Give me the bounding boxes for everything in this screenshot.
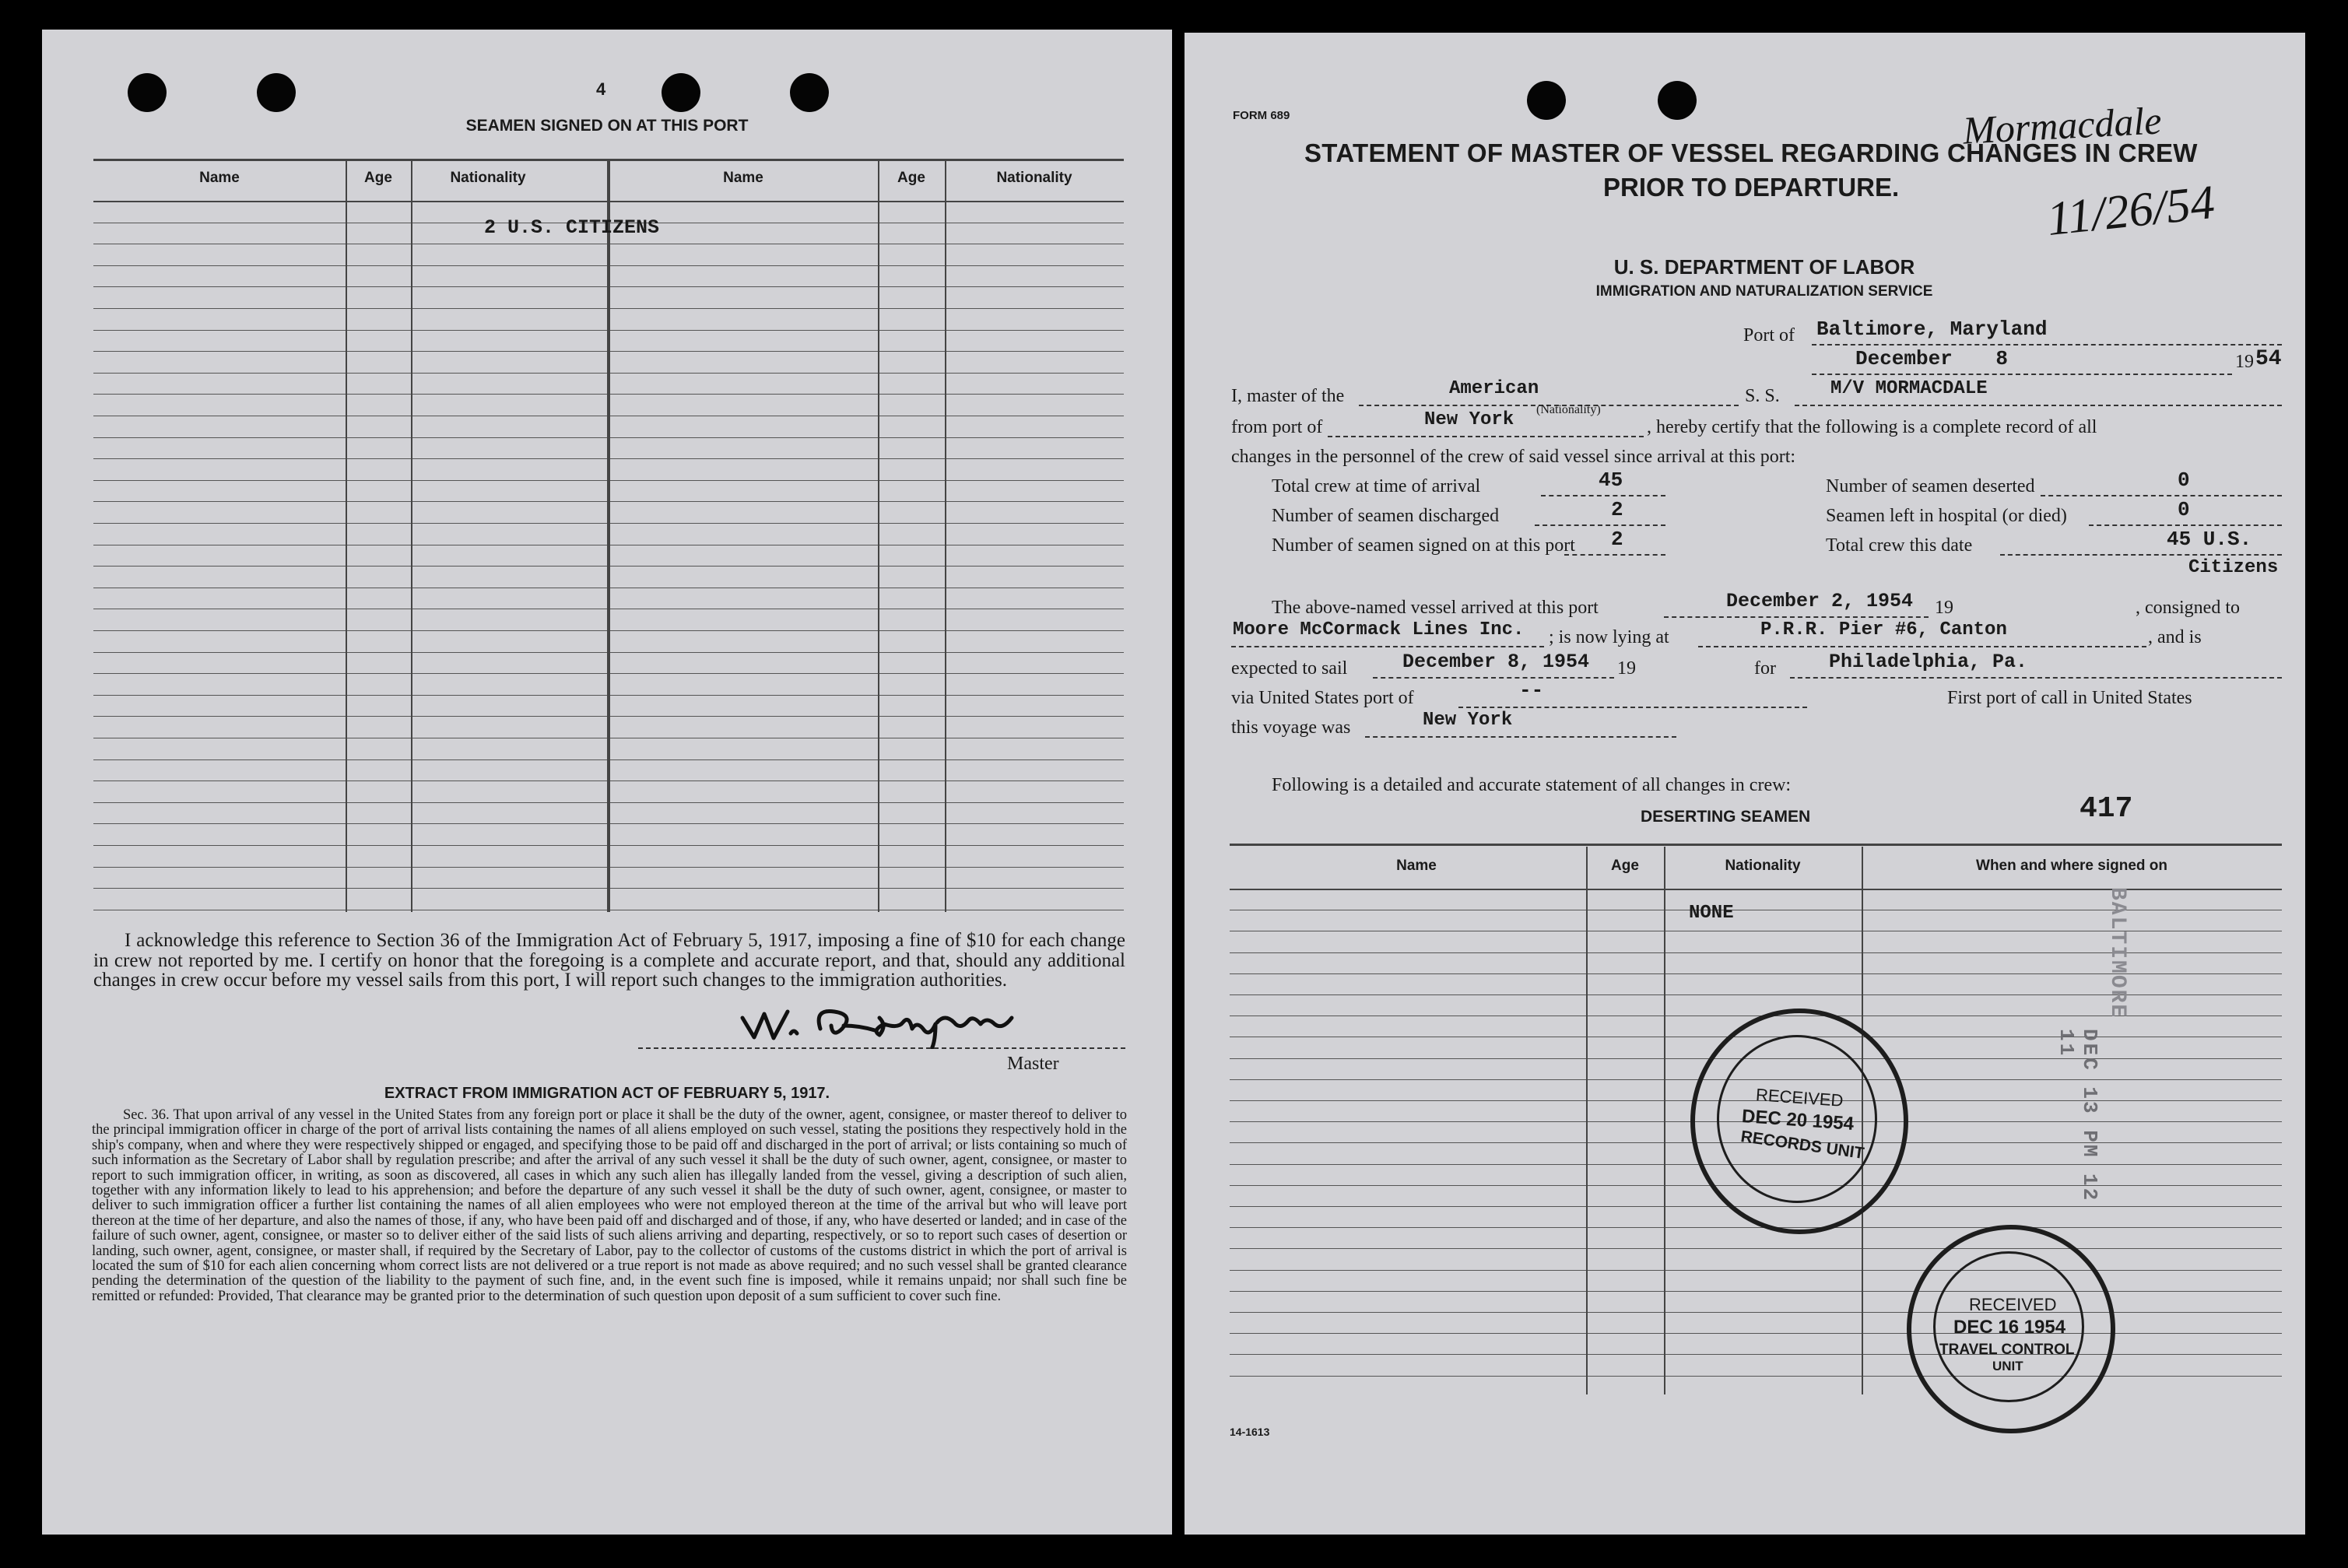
destination-value: Philadelphia, Pa. xyxy=(1829,651,2028,673)
signed-on-entry: 2 U.S. CITIZENS xyxy=(484,216,660,239)
changes-text: changes in the personnel of the crew of said vessel since arrival at this port: xyxy=(1231,447,1796,467)
signed-on-label: Number of seamen signed on at this port xyxy=(1272,535,1575,556)
consignee-line xyxy=(1231,646,1544,647)
lying-value: P.R.R. Pier #6, Canton xyxy=(1760,619,2007,640)
stamp-received: RECEIVED xyxy=(1755,1085,1844,1110)
total-crew-arrival-label: Total crew at time of arrival xyxy=(1272,476,1481,496)
table-column-rule xyxy=(945,159,946,912)
table-row-rule xyxy=(1230,1376,2282,1377)
table-row-rule xyxy=(1230,1227,2282,1228)
arrived-value: December 2, 1954 xyxy=(1726,590,1914,612)
via-label: via United States port of xyxy=(1231,688,1414,708)
deserted-label: Number of seamen deserted xyxy=(1826,476,2035,496)
stamp-unit: TRAVEL CONTROL xyxy=(1939,1342,2075,1358)
table-row-rule xyxy=(1230,1248,2282,1249)
table-column-rule xyxy=(1664,847,1665,1394)
discharged-label: Number of seamen discharged xyxy=(1272,506,1500,526)
arrived-year-prefix: 19 xyxy=(1935,598,1953,618)
port-label: Port of xyxy=(1743,325,1795,346)
from-port-label: from port of xyxy=(1231,417,1323,437)
vessel-line xyxy=(1795,405,2282,406)
arrived-line xyxy=(1664,616,1929,618)
left-page-title: SEAMEN SIGNED ON AT THIS PORT xyxy=(465,117,749,135)
extract-text: Sec. 36. That upon arrival of any vessel in the United States from any foreign port or place it shall be the duty of the owner, agent, consignee, or master thereof to deliver to the principal immigration officer in charge of the port of arrival lists containing the names of all aliens employed on such vessel, stating the positions they respectively hold in the ship's company, when and where they were respectively shipped or engaged, and specifying those to be paid off and discharged in the port of arrival; or lists containing so much of such information as the Secretary of Labor shall by regulation prescribe; and after the arrival of any such vessel it shall be the duty of such owner, agent, consignee, or master to report to such immigration officer, in writing, as soon as discovered, all cases in which any such alien has illegally landed from the vessel, giving a description of such alien, together with any information likely to lead to his apprehension; and before the departure of any such vessel it shall be the duty of such owner, agent, consignee, or master to deliver to such immigration officer a further list containing the names of all alien employees who were not employed thereon at the time of the arrival but who will leave port thereon at the time of her departure, and also the names of those, if any, who have been paid off and discharged and of those, if any, who have deserted or landed; and in case of the failure of such owner, agent, consignee, or master so to deliver either of the said lists of such aliens arriving and departing, respectively, or so to report such cases of desertion or landing, such owner, agent, consignee, or master shall, if required by the Secretary of Labor, pay to the collector of customs of the customs district in which the port of arrival is located the sum of $10 for each alien concerning whom correct lists are not delivered or a true report is not made as above required; and no such vessel shall be granted clearance pending the determination of the question of the liability to the payment of such fine, and, in the event such fine is imposed, while it remains unpaid; nor shall such fine be remitted or refunded: Provided, That clearance may be granted prior to the determination of such question upon deposit of a sum sufficient to cover such fine. xyxy=(92,1107,1127,1304)
expected-label: expected to sail xyxy=(1231,658,1348,679)
stamp-unit: RECORDS UNIT xyxy=(1739,1127,1865,1163)
lying-label: ; is now lying at xyxy=(1549,627,1669,647)
total-crew-date-label: Total crew this date xyxy=(1826,535,1973,556)
from-port-value: New York xyxy=(1424,409,1514,430)
following-text: Following is a detailed and accurate statement of all changes in crew: xyxy=(1272,775,1792,795)
deserting-col-when-where: When and where signed on xyxy=(1976,858,2167,874)
records-unit-stamp xyxy=(1690,1009,1908,1234)
sheet-number: 417 xyxy=(2080,792,2133,826)
table-column-rule xyxy=(346,159,347,912)
table-column-rule xyxy=(411,159,412,912)
extract-title: EXTRACT FROM IMMIGRATION ACT OF FEBRUARY 5, 1917. xyxy=(384,1085,830,1102)
total-crew-date-value: 45 U.S. xyxy=(2167,528,2252,551)
stamp-unit-2: UNIT xyxy=(1992,1359,2023,1373)
table-row-rule xyxy=(1230,1270,2282,1271)
punch-hole xyxy=(790,73,829,112)
master-label: Master xyxy=(1007,1054,1059,1074)
form-title-line1: STATEMENT OF MASTER OF VESSEL REGARDING CHANGES IN CREW xyxy=(1304,139,2198,167)
travel-control-stamp xyxy=(1907,1225,2115,1433)
year-value: 54 xyxy=(2255,347,2282,371)
punch-hole xyxy=(1658,81,1697,120)
master-signature xyxy=(727,994,1077,1049)
hospital-label: Seamen left in hospital (or died) xyxy=(1826,506,2067,526)
punch-hole xyxy=(1527,81,1566,120)
vessel-value: M/V MORMACDALE xyxy=(1830,378,1988,399)
signature-line xyxy=(638,1047,1125,1049)
year-prefix: 19 xyxy=(2235,352,2254,372)
deserted-line xyxy=(2041,495,2282,496)
deserting-col-age: Age xyxy=(1611,858,1639,874)
voyage-label: this voyage was xyxy=(1231,717,1351,738)
from-port-line xyxy=(1328,436,1644,437)
lying-line xyxy=(1698,646,2146,647)
page-number: 4 xyxy=(596,79,606,99)
edge-date-stamp: DEC 13 PM 12 11 xyxy=(2055,1029,2101,1203)
col-header-nationality-2: Nationality xyxy=(996,170,1072,186)
handwritten-vessel-name: Mormacdale xyxy=(1961,98,2163,153)
right-page xyxy=(1185,33,2305,1535)
table-row-rule xyxy=(1230,1312,2282,1313)
nationality-value: American xyxy=(1449,378,1539,399)
deserting-title: DESERTING SEAMEN xyxy=(1641,808,1811,826)
total-crew-arrival-line xyxy=(1541,495,1665,496)
table-row-rule xyxy=(1230,1291,2282,1292)
deserting-col-nationality: Nationality xyxy=(1725,858,1801,874)
via-line xyxy=(1458,707,1807,708)
total-crew-date-line xyxy=(2000,554,2282,556)
port-value: Baltimore, Maryland xyxy=(1816,317,2048,341)
consignee-value: Moore McCormack Lines Inc. xyxy=(1233,619,1525,640)
total-crew-arrival-value: 45 xyxy=(1599,468,1623,492)
table-column-rule xyxy=(609,159,610,912)
destination-line xyxy=(1790,677,2282,679)
footer-code: 14-1613 xyxy=(1230,1426,1270,1438)
department: U. S. DEPARTMENT OF LABOR xyxy=(1613,255,1915,279)
master-of-the-label: I, master of the xyxy=(1231,386,1345,406)
form-number: FORM 689 xyxy=(1233,109,1290,122)
table-column-rule xyxy=(878,159,879,912)
col-header-nationality: Nationality xyxy=(450,170,526,186)
col-header-name-2: Name xyxy=(723,170,763,186)
form-title-line2: PRIOR TO DEPARTURE. xyxy=(1603,173,1900,202)
for-label: for xyxy=(1754,658,1776,679)
arrived-label: The above-named vessel arrived at this port xyxy=(1272,598,1599,618)
total-crew-date-value-2: Citizens xyxy=(2188,557,2279,578)
hospital-line xyxy=(2089,524,2282,526)
col-header-age-2: Age xyxy=(897,170,925,186)
deserting-col-name: Name xyxy=(1396,858,1437,874)
nationality-caption: (Nationality) xyxy=(1536,403,1601,416)
acknowledgement-text: I acknowledge this reference to Section 36 of the Immigration Act of February 5, 1917, imposing a fine of $10 for each change in crew not reported by me. I certify on honor that the foregoing is a complete and accurate report, and that, should any additional changes in crew occur before my vessel sails from this port, I will report such changes to the immigration authorities. xyxy=(93,930,1125,991)
col-header-name: Name xyxy=(199,170,240,186)
deserted-value: 0 xyxy=(2178,468,2190,492)
sail-value: December 8, 1954 xyxy=(1402,651,1590,673)
voyage-value: New York xyxy=(1423,710,1513,731)
certify-text: , hereby certify that the following is a complete record of all xyxy=(1647,417,2097,437)
signed-on-value: 2 xyxy=(1611,528,1623,551)
stamp-received: RECEIVED xyxy=(1969,1295,2057,1314)
punch-hole xyxy=(128,73,167,112)
discharged-line xyxy=(1535,524,1665,526)
col-header-age: Age xyxy=(364,170,392,186)
handwritten-date: 11/26/54 xyxy=(2044,175,2217,247)
date-value: December 8 xyxy=(1855,347,2009,370)
deserting-entry: NONE xyxy=(1689,903,1734,924)
ss-label: S. S. xyxy=(1745,386,1780,406)
first-port-label: First port of call in United States xyxy=(1947,688,2192,708)
table-column-rule xyxy=(1586,847,1588,1394)
and-is-label: , and is xyxy=(2148,627,2202,647)
sail-line xyxy=(1373,677,1614,679)
punch-hole xyxy=(662,73,700,112)
via-value: -- xyxy=(1519,679,1544,702)
stamp-date: DEC 16 1954 xyxy=(1953,1317,2066,1338)
signed-on-line xyxy=(1564,554,1665,556)
punch-hole xyxy=(257,73,296,112)
deserting-table-top xyxy=(1230,844,2282,846)
service: IMMIGRATION AND NATURALIZATION SERVICE xyxy=(1595,283,1933,300)
port-line xyxy=(1812,344,2282,346)
table-row-rule xyxy=(1230,1354,2282,1355)
table-row-rule xyxy=(1230,1333,2282,1334)
hospital-value: 0 xyxy=(2178,498,2190,521)
stamp-date: DEC 20 1954 xyxy=(1741,1106,1855,1135)
date-line xyxy=(1812,374,2232,375)
discharged-value: 2 xyxy=(1611,498,1623,521)
voyage-line xyxy=(1365,736,1676,738)
sail-year-prefix: 19 xyxy=(1617,658,1636,679)
consigned-label: , consigned to xyxy=(2136,598,2240,618)
left-page xyxy=(42,30,1172,1535)
edge-city-stamp: BALTIMORE xyxy=(2105,887,2129,1019)
